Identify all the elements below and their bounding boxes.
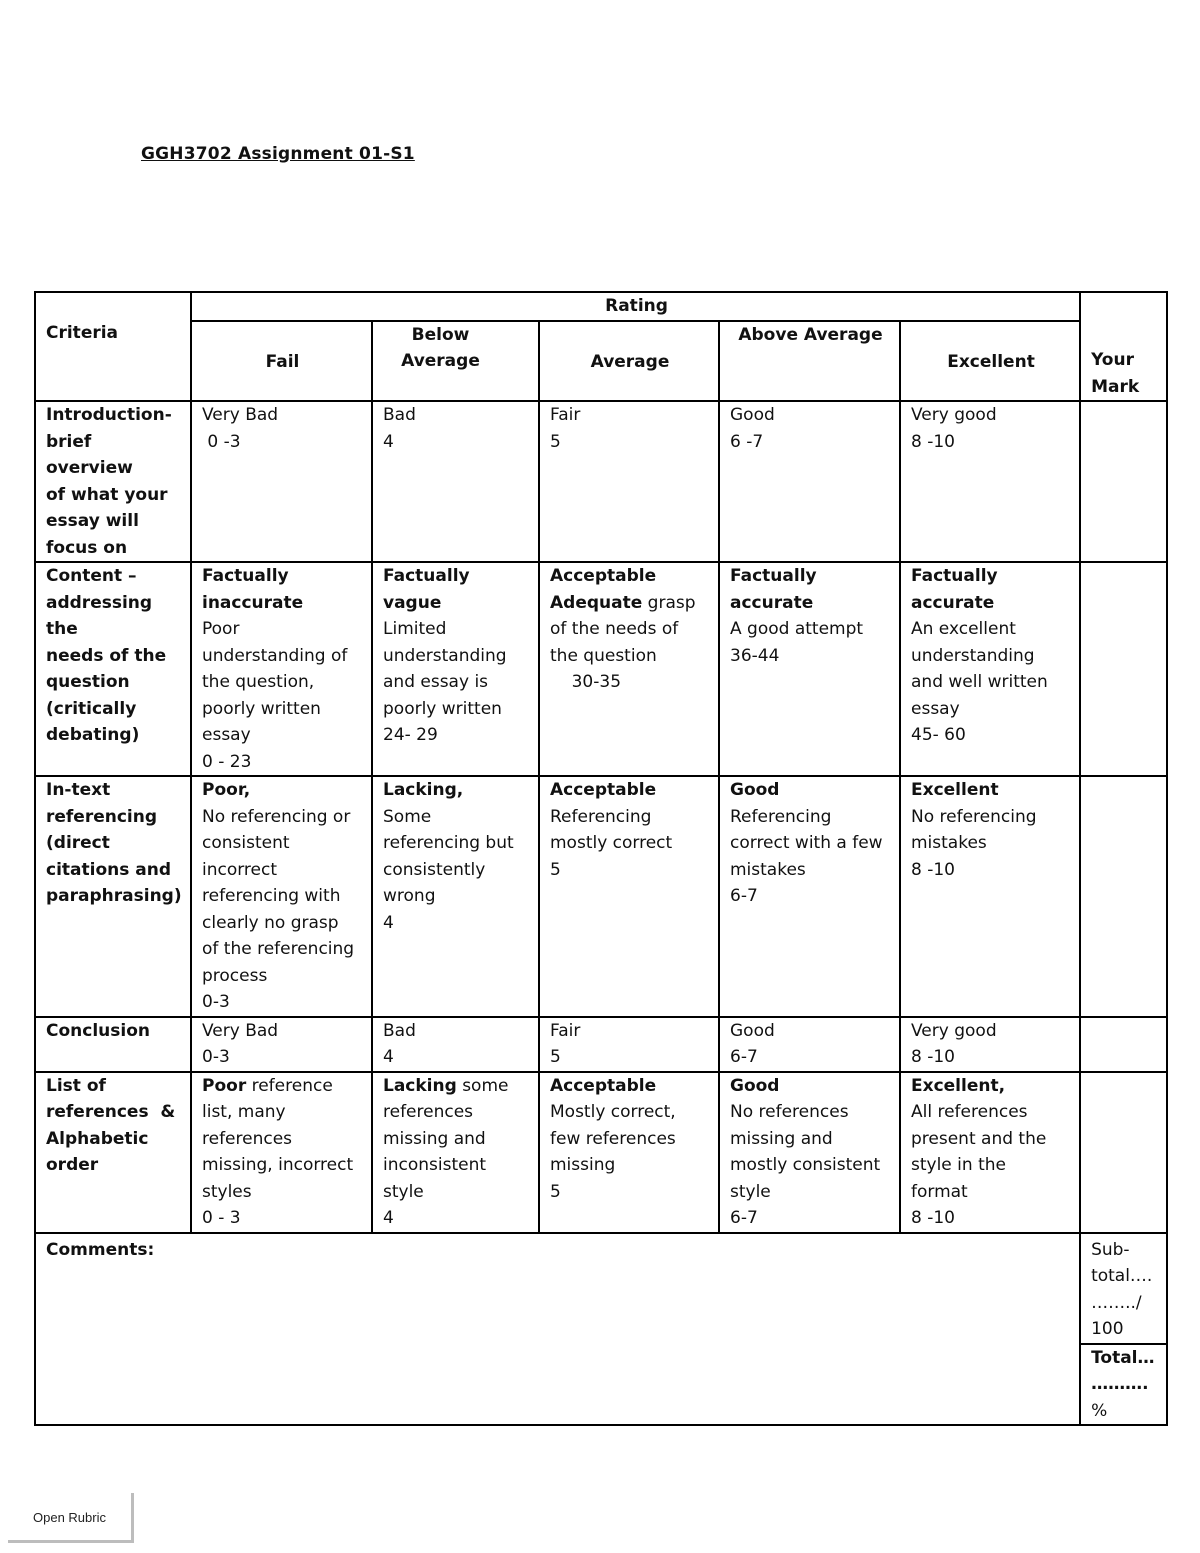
criterion-introduction: Introduction- brief overview of what your essay will focus on	[35, 401, 191, 562]
cell-excellent: Very good 8 -10	[900, 1017, 1080, 1072]
cell-average: Acceptable Referencing mostly correct 5	[539, 776, 719, 1017]
cell-fail: Very Bad 0 -3	[191, 401, 372, 562]
cell-above-average: Good No references missing and mostly consistent style 6-7	[719, 1072, 900, 1233]
mark-cell[interactable]	[1080, 776, 1167, 1017]
rubric-table	[34, 291, 1168, 1426]
table-row	[35, 1072, 1167, 1233]
header-criteria: Criteria	[35, 292, 191, 401]
cell-average: Fair 5	[539, 401, 719, 562]
table-row	[35, 401, 1167, 562]
header-row-rating	[35, 292, 1167, 321]
mark-cell[interactable]	[1080, 1017, 1167, 1072]
open-rubric-button[interactable]: Open Rubric	[8, 1493, 134, 1543]
subtotal-cell[interactable]: Sub- total…. ……../ 100	[1080, 1233, 1167, 1344]
cell-above-average: Good 6 -7	[719, 401, 900, 562]
cell-below-average: Factually vague Limited understanding and essay is poorly written 24- 29	[372, 562, 539, 776]
footer-row-subtotal	[35, 1233, 1167, 1344]
cell-above-average: Factually accurate A good attempt 36-44	[719, 562, 900, 776]
cell-above-average: Good 6-7	[719, 1017, 900, 1072]
criterion-in-text-referencing: In-text referencing (direct citations and paraphrasing)	[35, 776, 191, 1017]
mark-cell[interactable]	[1080, 1072, 1167, 1233]
cell-excellent: Excellent No referencing mistakes 8 -10	[900, 776, 1080, 1017]
total-cell[interactable]: Total… ………. %	[1080, 1344, 1167, 1426]
header-average: Average	[539, 321, 719, 401]
comments-cell[interactable]: Comments:	[35, 1233, 1080, 1426]
table-row	[35, 562, 1167, 776]
table-row	[35, 1017, 1167, 1072]
cell-below-average: Lacking some references missing and inconsistent style 4	[372, 1072, 539, 1233]
mark-cell[interactable]	[1080, 562, 1167, 776]
cell-above-average: Good Referencing correct with a few mistakes 6-7	[719, 776, 900, 1017]
cell-excellent: Factually accurate An excellent understanding and well written essay 45- 60	[900, 562, 1080, 776]
header-rating: Rating	[191, 292, 1080, 321]
cell-fail: Poor reference list, many references missing, incorrect styles 0 - 3	[191, 1072, 372, 1233]
cell-excellent: Excellent, All references present and the style in the format 8 -10	[900, 1072, 1080, 1233]
cell-below-average: Bad 4	[372, 1017, 539, 1072]
cell-fail: Poor, No referencing or consistent incorrect referencing with clearly no grasp of the referencing process 0-3	[191, 776, 372, 1017]
cell-average: Fair 5	[539, 1017, 719, 1072]
header-your-mark: Your Mark	[1080, 292, 1167, 401]
cell-fail: Very Bad 0-3	[191, 1017, 372, 1072]
header-above-average: Above Average	[719, 321, 900, 401]
header-excellent: Excellent	[900, 321, 1080, 401]
cell-below-average: Lacking, Some referencing but consistently wrong 4	[372, 776, 539, 1017]
table-row	[35, 776, 1167, 1017]
criterion-list-of-references: List of references & Alphabetic order	[35, 1072, 191, 1233]
cell-fail: Factually inaccurate Poor understanding of the question, poorly written essay 0 - 23	[191, 562, 372, 776]
cell-below-average: Bad 4	[372, 401, 539, 562]
header-row-levels	[35, 321, 1167, 401]
document-title: GGH3702 Assignment 01-S1	[141, 144, 415, 164]
header-below-average: Below Average	[372, 321, 539, 401]
mark-cell[interactable]	[1080, 401, 1167, 562]
criterion-content: Content – addressing the needs of the question (critically debating)	[35, 562, 191, 776]
criterion-conclusion: Conclusion	[35, 1017, 191, 1072]
header-fail: Fail	[191, 321, 372, 401]
cell-average: Acceptable Mostly correct, few references missing 5	[539, 1072, 719, 1233]
cell-excellent: Very good 8 -10	[900, 401, 1080, 562]
cell-average: Acceptable Adequate grasp of the needs of the question 30-35	[539, 562, 719, 776]
